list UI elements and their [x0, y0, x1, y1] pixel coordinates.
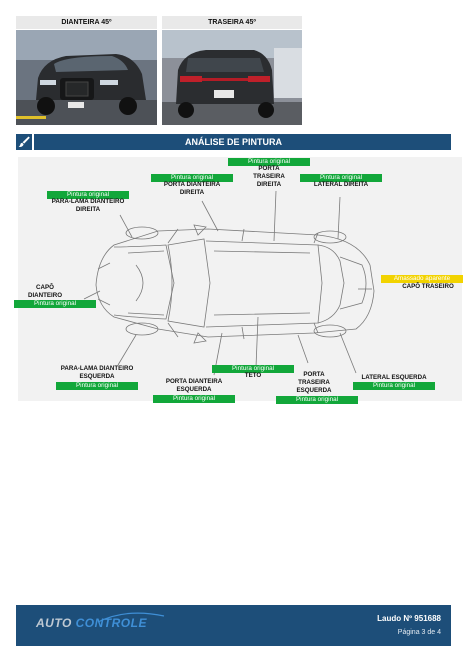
label-porta-dianteira-esquerda — [144, 378, 244, 394]
part-label-line: PARA-LAMA DIANTEIRO — [60, 365, 134, 372]
status-badge-capo-traseiro: Amassado aparente — [381, 275, 463, 283]
label-porta-traseira-direita — [239, 165, 299, 189]
photo-title-front: DIANTEIRA 45º — [16, 16, 157, 29]
rear-car-photo — [162, 30, 302, 125]
part-label-line: TRASEIRA — [253, 173, 285, 180]
part-label-line: PORTA DIANTEIRA — [163, 181, 221, 188]
label-porta-traseira-esquerda — [284, 371, 344, 395]
page-footer — [16, 605, 451, 646]
status-badge-lateral-direita: Pintura original — [300, 174, 382, 182]
label-capo-traseiro — [393, 283, 463, 291]
status-badge-lateral-esquerda: Pintura original — [353, 382, 435, 390]
front-car-photo — [16, 30, 157, 125]
photo-title-rear: TRASEIRA 45º — [162, 16, 302, 29]
label-porta-dianteira-direita — [142, 181, 242, 197]
status-badge-capo-dianteiro: Pintura original — [14, 300, 96, 308]
logo-swoosh-icon — [96, 610, 166, 624]
part-label-line: TETO — [244, 372, 262, 379]
paintbrush-icon — [16, 134, 34, 150]
status-badge-porta-traseira-esquerda: Pintura original — [276, 396, 358, 404]
status-badge-porta-traseira-direita: Pintura original — [228, 158, 310, 166]
section-title: ANÁLISE DE PINTURA — [184, 137, 282, 147]
part-label-line: PARA-LAMA DIANTEIRO — [51, 198, 125, 205]
part-label-line: TRASEIRA — [298, 379, 330, 386]
analysis-section-header — [16, 134, 451, 150]
part-label-line: DIREITA — [179, 189, 205, 196]
part-label-line: ESQUERDA — [296, 387, 332, 394]
part-label-line: PORTA DIANTEIRA — [165, 378, 223, 385]
part-label-line: ESQUERDA — [79, 373, 115, 380]
part-label-line: DIANTEIRO — [27, 292, 63, 299]
status-badge-teto: Pintura original — [212, 365, 294, 373]
label-teto — [233, 372, 273, 380]
part-label-line: DIREITA — [75, 206, 101, 213]
part-label-line: CAPÔ TRASEIRO — [402, 283, 454, 290]
part-label-line: LATERAL ESQUERDA — [361, 374, 427, 381]
report-number: Laudo Nº 951688 — [377, 614, 441, 623]
part-label-line: PORTA — [303, 371, 325, 378]
label-lateral-direita — [291, 181, 391, 189]
autocontrole-logo — [36, 616, 147, 630]
label-para-lama-dianteiro-direita — [38, 198, 138, 214]
status-badge-porta-dianteira-direita: Pintura original — [151, 174, 233, 182]
label-capo-dianteiro — [20, 284, 70, 300]
part-label-line: LATERAL DIREITA — [313, 181, 369, 188]
part-label-line: DIREITA — [256, 181, 282, 188]
part-label-line: ESQUERDA — [176, 386, 212, 393]
status-badge-para-lama-dianteiro-direita: Pintura original — [47, 191, 129, 199]
status-badge-porta-dianteira-esquerda: Pintura original — [153, 395, 235, 403]
logo-text-controle: CONTROLE — [75, 616, 147, 630]
label-para-lama-dianteiro-esquerda — [47, 365, 147, 381]
part-label-line: CAPÔ — [36, 284, 54, 291]
part-label-line: PORTA — [258, 165, 280, 172]
page-number: Página 3 de 4 — [397, 629, 441, 636]
label-lateral-esquerda — [344, 374, 444, 382]
status-badge-para-lama-dianteiro-esquerda: Pintura original — [56, 382, 138, 390]
logo-text-auto: AUTO — [36, 616, 72, 630]
